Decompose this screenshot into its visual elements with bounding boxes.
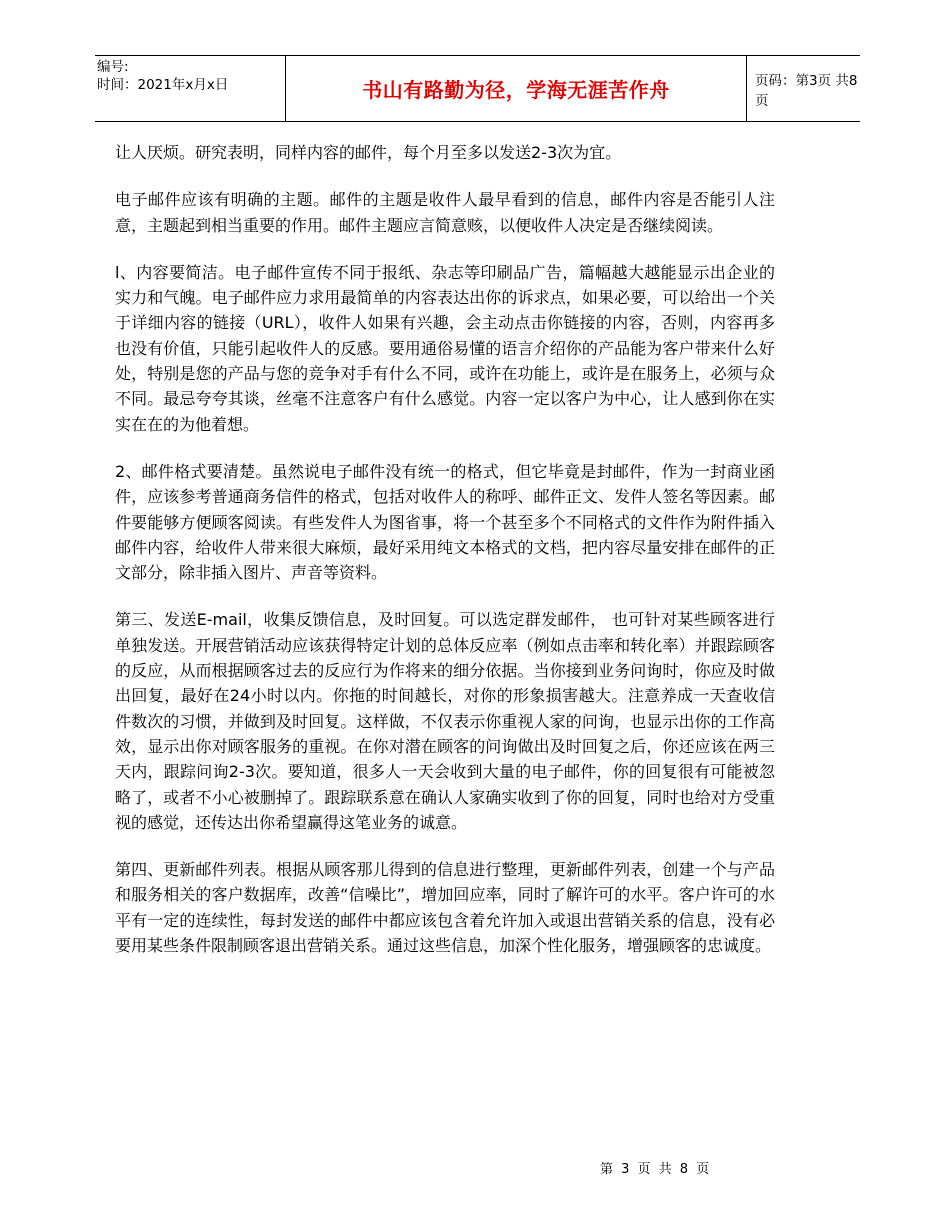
page-header xyxy=(95,55,860,122)
header-motto: 书山有路勤为径，学海无涯苦作舟 xyxy=(285,56,747,121)
paragraph: 第四、更新邮件列表。根据从顾客那儿得到的信息进行整理，更新邮件列表，创建一个与产品和服务相关的客户数据库，改善“信噪比”，增加回应率，同时了解许可的水平。客户许可的水平有一定的连续性，每封发送的邮件中都应该包含着允许加入或退出营销关系的信息，没有必要用某些条件限制顾客退出营销关系。通过这些信息，加深个性化服务，增强顾客的忠诚度。 xyxy=(115,860,775,956)
header-meta xyxy=(97,58,285,94)
paragraph: l、内容要简洁。电子邮件宣传不同于报纸、杂志等印刷品广告，篇幅越大越能显示出企业的实力和气魄。电子邮件应力求用最简单的内容表达出你的诉求点，如果必要，可以给出一个关于详细内容的链接（URL），收件人如果有兴趣，会主动点击你链接的内容，否则，内容再多也没有价值，只能引起收件人的反感。要用通俗易懂的语言介绍你的产品能为客户带来什么好处，特别是您的产品与您的竞争对手有什么不同，或许在功能上，或许是在服务上，必须与众不同。最忌夸夸其谈，丝毫不注意客户有什么感觉。内容一定以客户为中心，让人感到你在实实在在的为他着想。 xyxy=(115,262,775,434)
page-footer: 第 3 页 共 8 页 xyxy=(600,1162,712,1177)
document-body xyxy=(115,140,775,980)
document-number-label: 编号: xyxy=(97,59,129,75)
paragraph: 2、邮件格式要清楚。虽然说电子邮件没有统一的格式，但它毕竟是封邮件，作为一封商业函件，应该参考普通商务信件的格式，包括对收件人的称呼、邮件正文、发件人签名等因素。邮件要能够方便顾客阅读。有些发件人为图省事，将一个甚至多个不同格式的文件作为附件插入邮件内容，给收件人带来很大麻烦，最好采用纯文本格式的文档，把内容尽量安排在邮件的正文部分，除非插入图片、声音等资料。 xyxy=(115,461,775,583)
paragraph: 让人厌烦。研究表明，同样内容的邮件，每个月至多以发送2-3次为宜。 xyxy=(115,143,622,162)
paragraph: 第三、发送E-mail，收集反馈信息，及时回复。可以选定群发邮件， 也可针对某些顾客进行单独发送。开展营销活动应该获得特定计划的总体反应率（例如点击率和转化率）并跟踪顾客的反应，从而根据顾客过去的反应行为作将来的细分依据。当你接到业务问询时，你应及时做出回复，最好在24小时以内。你拖的时间越长，对你的形象损害越大。注意养成一天查收信件数次的习惯，并做到及时回复。这样做，不仅表示你重视人家的问询，也显示出你的工作高效，显示出你对顾客服务的重视。在你对潜在顾客的问询做出及时回复之后，你还应该在两三天内，跟踪问询2-3次。要知道，很多人一天会收到大量的电子邮件，你的回复很有可能被忽略了，或者不小心被删掉了。跟踪联系意在确认人家确实收到了你的回复，同时也给对方受重视的感觉，还传达出你希望赢得这笔业务的诚意。 xyxy=(115,610,775,832)
header-page-info: 页码：第3页 共8页 xyxy=(755,72,858,109)
document-time: 时间：2021年x月x日 xyxy=(97,77,229,93)
paragraph: 电子邮件应该有明确的主题。邮件的主题是收件人最早看到的信息，邮件内容是否能引人注意，主题起到相当重要的作用。邮件主题应言简意赅，以便收件人决定是否继续阅读。 xyxy=(115,190,775,235)
